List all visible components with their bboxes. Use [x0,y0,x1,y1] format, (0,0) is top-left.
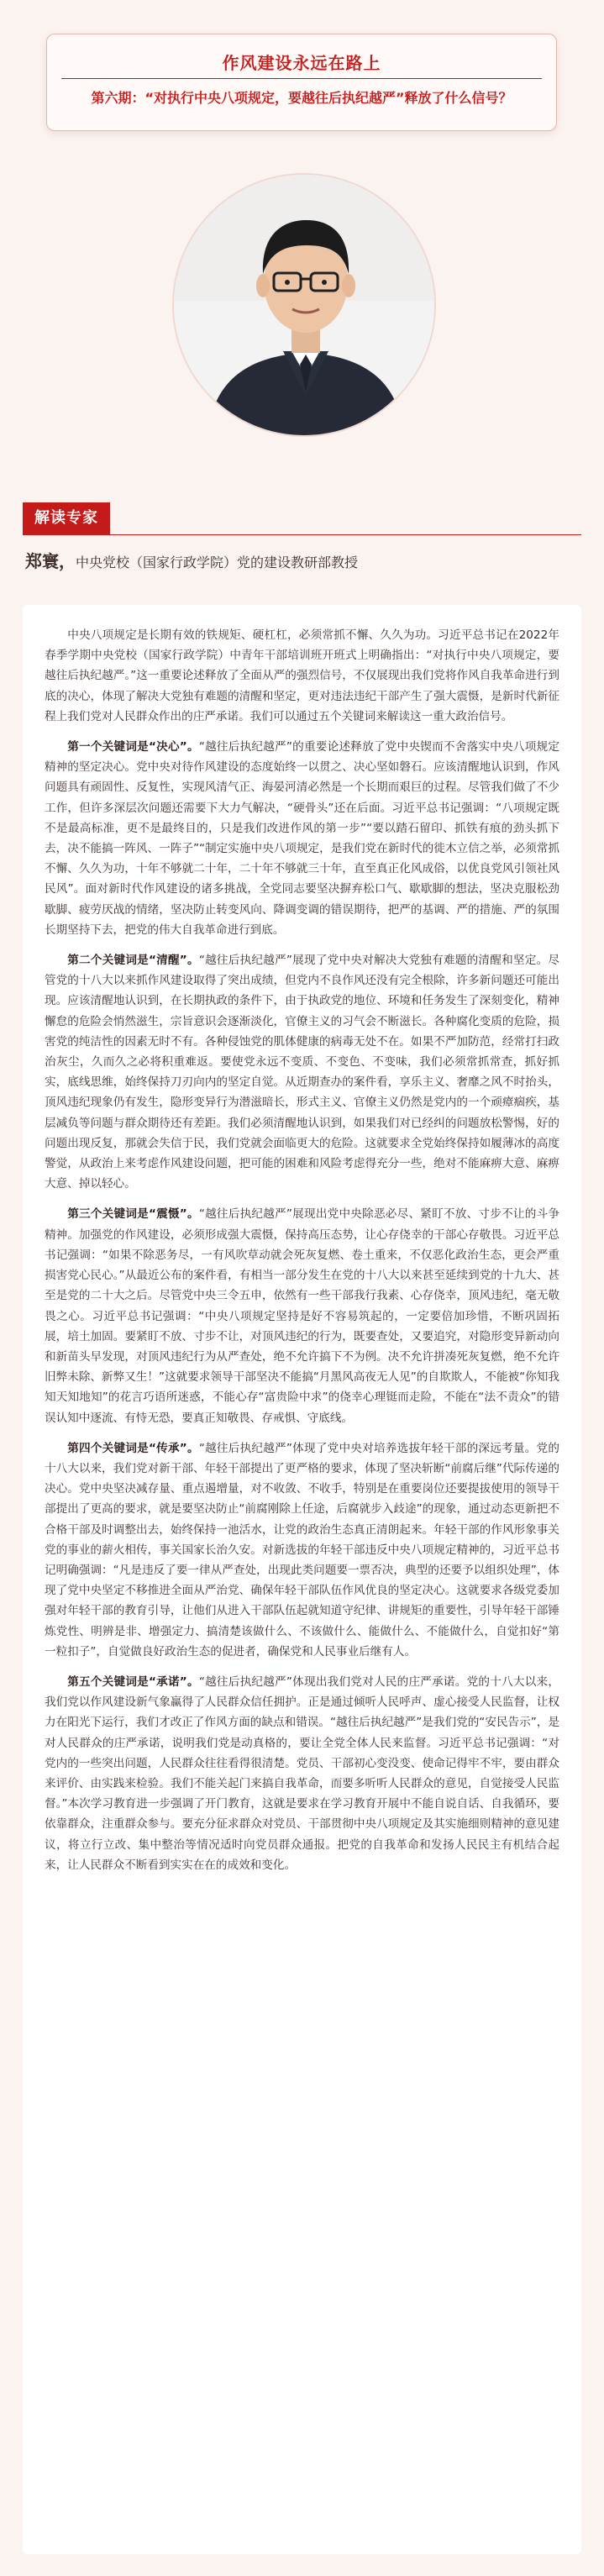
page-title: 作风建设永远在路上 [222,53,381,73]
keyword-heading: 第四个关键词是“传承”。 [67,1441,199,1455]
article-paragraph [45,950,559,1194]
expert-divider [23,534,581,535]
paragraph-text: “越往后执纪越严”的重要论述释放了党中央锲而不舍落实中央八项规定精神的坚定决心。党中央对待作风建设的态度始终一以贯之、决心坚如磐石。应该清醒地认识到，作风问题具有顽固性、反复性，实现风清气正、海晏河清必然是一个长期而艰巨的过程。尽管我们做了不少工作，但许多深层次问题还需要下大力气解决，“硬骨头”还在后面。习近平总书记强调：“八项规定既不是最高标准，更不是最终目的，只是我们改进作风的第一步”“要以踏石留印、抓铁有痕的劲头抓下去，决不能搞一阵风、一阵子”“制定实施中央八项规定，是我们党在新时代的徙木立信之举，必须常抓不懈、久久为功，十年不够就二十年，二十年不够就三十年，直至真正化风成俗，以优良党风引领社风民风”。面对新时代作风建设的诸多挑战，全党同志要坚决摒弃松口气、歇歇脚的想法，坚决克服松劲歇脚、疲劳厌战的情绪，坚决防止转变风向、降调变调的错误期待，把严的基调、严的措施、严的氛围长期坚持下去，把党的伟大自我革命进行到底。 [45,740,559,937]
article-intro: 中央八项规定是长期有效的铁规矩、硬杠杠，必须常抓不懈、久久为功。习近平总书记在2022年春季学期中央党校（国家行政学院）中青年干部培训班开班式上明确指出：“对执行中央八项规定，要越往后执纪越严。”这一重要论述释放了全面从严的强烈信号，不仅展现出我们党将作风自我革命进行到底的决心，体现了解决大党独有难题的清醒和坚定，更对违法违纪干部产生了强大震慑，是新时代新征程上我们党对人民群众作出的庄严承诺。我们可以通过五个关键词来解读这一重大政治信号。 [45,628,559,723]
keyword-heading: 第五个关键词是“承诺”。 [67,1674,199,1689]
keyword-heading: 第一个关键词是“决心”。 [67,740,199,754]
expert-portrait-image [174,175,436,437]
paragraph-text: “越往后执纪越严”体现了党中央对培养选拔年轻干部的深远考量。党的十八大以来，我们党对新干部、年轻干部提出了更严格的要求，体现了坚决斩断“前腐后继”代际传递的决心。党中央坚决减存量、重点遏增量，对不收敛、不收手，特别是在重要岗位还要提拔使用的领导干部提出了更高的要求，就是要坚决防止“前腐刚除上任途，后腐就步入歧途”的现象，通过动态更新把不合格干部及时调整出去，始终保持一池活水，让党的政治生态真正清朗起来。年轻干部的作风形象事关党的事业的薪火相传，事关国家长治久安。对新选拔的年轻干部违反中央八项规定精神的，习近平总书记明确强调：“凡是违反了要一律从严查处，出现此类问题要一票否决，典型的还要予以组织处理”，体现了党中央坚定不移推进全面从严治党、确保年轻干部队伍作风优良的坚定决心。这就要求各级党委加强对年轻干部的教育引导，让他们从进入干部队伍起就知道守纪律、讲规矩的重要性，引导年轻干部锤炼党性、明辨是非、增强定力、搞清楚该做什么、不该做什么、能做什么、不能做什么，自觉扣好“第一粒扣子”，自觉做良好政治生态的促进者，确保党和人民事业后继有人。 [45,1441,559,1659]
keyword-heading: 第二个关键词是“清醒”。 [67,954,199,968]
expert-byline [25,548,358,572]
paragraph-text: “越往后执纪越严”展现了党中央对解决大党独有难题的清醒和坚定。尽管党的十八大以来抓作风建设取得了突出成绩，但党内不良作风还没有完全根除，许多新问题还可能出现。应该清醒地认识到，在长期执政的条件下，由于执政党的地位、环境和任务发生了深刻变化，精神懈怠的危险会悄然滋生，宗旨意识会逐渐淡化，官僚主义的习气会不断滋长。各种腐化变质的危险，损害党的纯洁性的因素无时不有。各种侵蚀党的肌体健康的病毒无处不在。如果不严加防范，经常打扫政治灰尘，久而久之必将积重难返。要使党永远不变质、不变色、不变味，我们必须常抓常查，抓好抓实，底线思维，始终保持刀刃向内的坚定自觉。从近期查办的案件看，享乐主义、奢靡之风不时抬头，顶风违纪现象仍有发生，隐形变异行为潜滋暗长，形式主义、官僚主义仍然是党内的一个顽瘴痼疾，基层减负等问题与群众期待还有差距。我们必须清醒地认识到，如果我们对已经纠的问题放松警惕，好的问题出现反复，那就会失信于民，我们党就会面临更大的危险。这就要求全党始终保持如履薄冰的高度警觉，从政治上来考虑作风建设问题，把可能的困难和风险考虑得充分一些，绝对不能麻痹大意、麻痹大意、掉以轻心。 [45,954,559,1191]
article-paragraph [45,1438,559,1662]
title-card [46,34,557,131]
expert-section-tag: 解读专家 [23,502,110,534]
paragraph-text: “越往后执纪越严”展现出党中央除恶必尽、紧盯不放、寸步不让的斗争精神。加强党的作风建设，必须形成强大震慑，保持高压态势，让心存侥幸的干部心存敬畏。习近平总书记强调：“如果不除恶务尽，一有风吹草动就会死灰复燃、卷土重来，不仅恶化政治生态，更会严重损害党心民心。”从最近公布的案件看，有相当一部分发生在党的十八大以来甚至延续到党的十九大、甚至是党的二十大之后。尽管党中央三令五申，依然有一些干部我行我素、心存侥幸，顶风违纪，毫无敬畏之心。习近平总书记强调：“中央八项规定坚持是好不容易筑起的，一定要倍加珍惜，不断巩固拓展，培土加固。要紧盯不放、寸步不让，对顶风违纪的行为，既要查处，又要追究，对隐形变异新动向和新苗头早发现，对顶风违纪行为从严查处，绝不允许搞下不为例。决不允许拼凑死灰复燃，绝不允许旧弊未除、新弊又生！”这就要求领导干部坚决不能搞“月黑风高夜无人见”的自欺欺人，不能被“你知我知天知地知”的花言巧语所迷惑，不能心存“富贵险中求”的侥幸心理铤而走险，不能在“法不责众”的错误认知中逐流、有恃无恐，要真正知敬畏、存戒惧、守底线。 [45,1207,559,1425]
title-divider [61,78,542,79]
expert-name: 郑寰， [25,551,76,571]
article-paragraph [45,737,559,940]
expert-portrait [172,173,436,437]
paragraph-text: “越往后执纪越严”体现出我们党对人民的庄严承诺。党的十八大以来，我们党以作风建设新气象赢得了人民群众信任拥护。正是通过倾听人民呼声、虚心接受人民监督，让权力在阳光下运行，我们才改正了作风方面的缺点和错误。“越往后执纪越严”是我们党的“安民告示”，是对人民群众的庄严承诺，说明我们党是动真格的，要让全党全体人民来监督。习近平总书记强调：“对党内的一些突出问题，人民群众往往看得很清楚。党员、干部初心变没变、使命记得牢不牢，要由群众来评价、由实践来检验。我们不能关起门来搞自我革命，而要多听听人民群众的意见，自觉接受人民监督。”本次学习教育进一步强调了开门教育，这就是要求在学习教育开展中不能自说自话、自我循环，要依靠群众，注重群众参与。要充分征求群众对党员、干部贯彻中央八项规定及其实施细则精神的意见建议，将立行立改、集中整治等情况适时向党员群众通报。把党的自我革命和发扬人民民主有机结合起来，让人民群众不断看到实实在在的成效和变化。 [45,1674,559,1872]
issue-subtitle: 第六期：“对执行中央八项规定，要越往后执纪越严”释放了什么信号？ [91,90,512,106]
keyword-heading: 第三个关键词是“震慑”。 [67,1207,199,1222]
article-paragraph [45,1204,559,1427]
article-body [23,605,581,2554]
expert-affiliation: 中央党校（国家行政学院）党的建设教研部教授 [76,555,359,570]
article-paragraph [45,1672,559,1875]
